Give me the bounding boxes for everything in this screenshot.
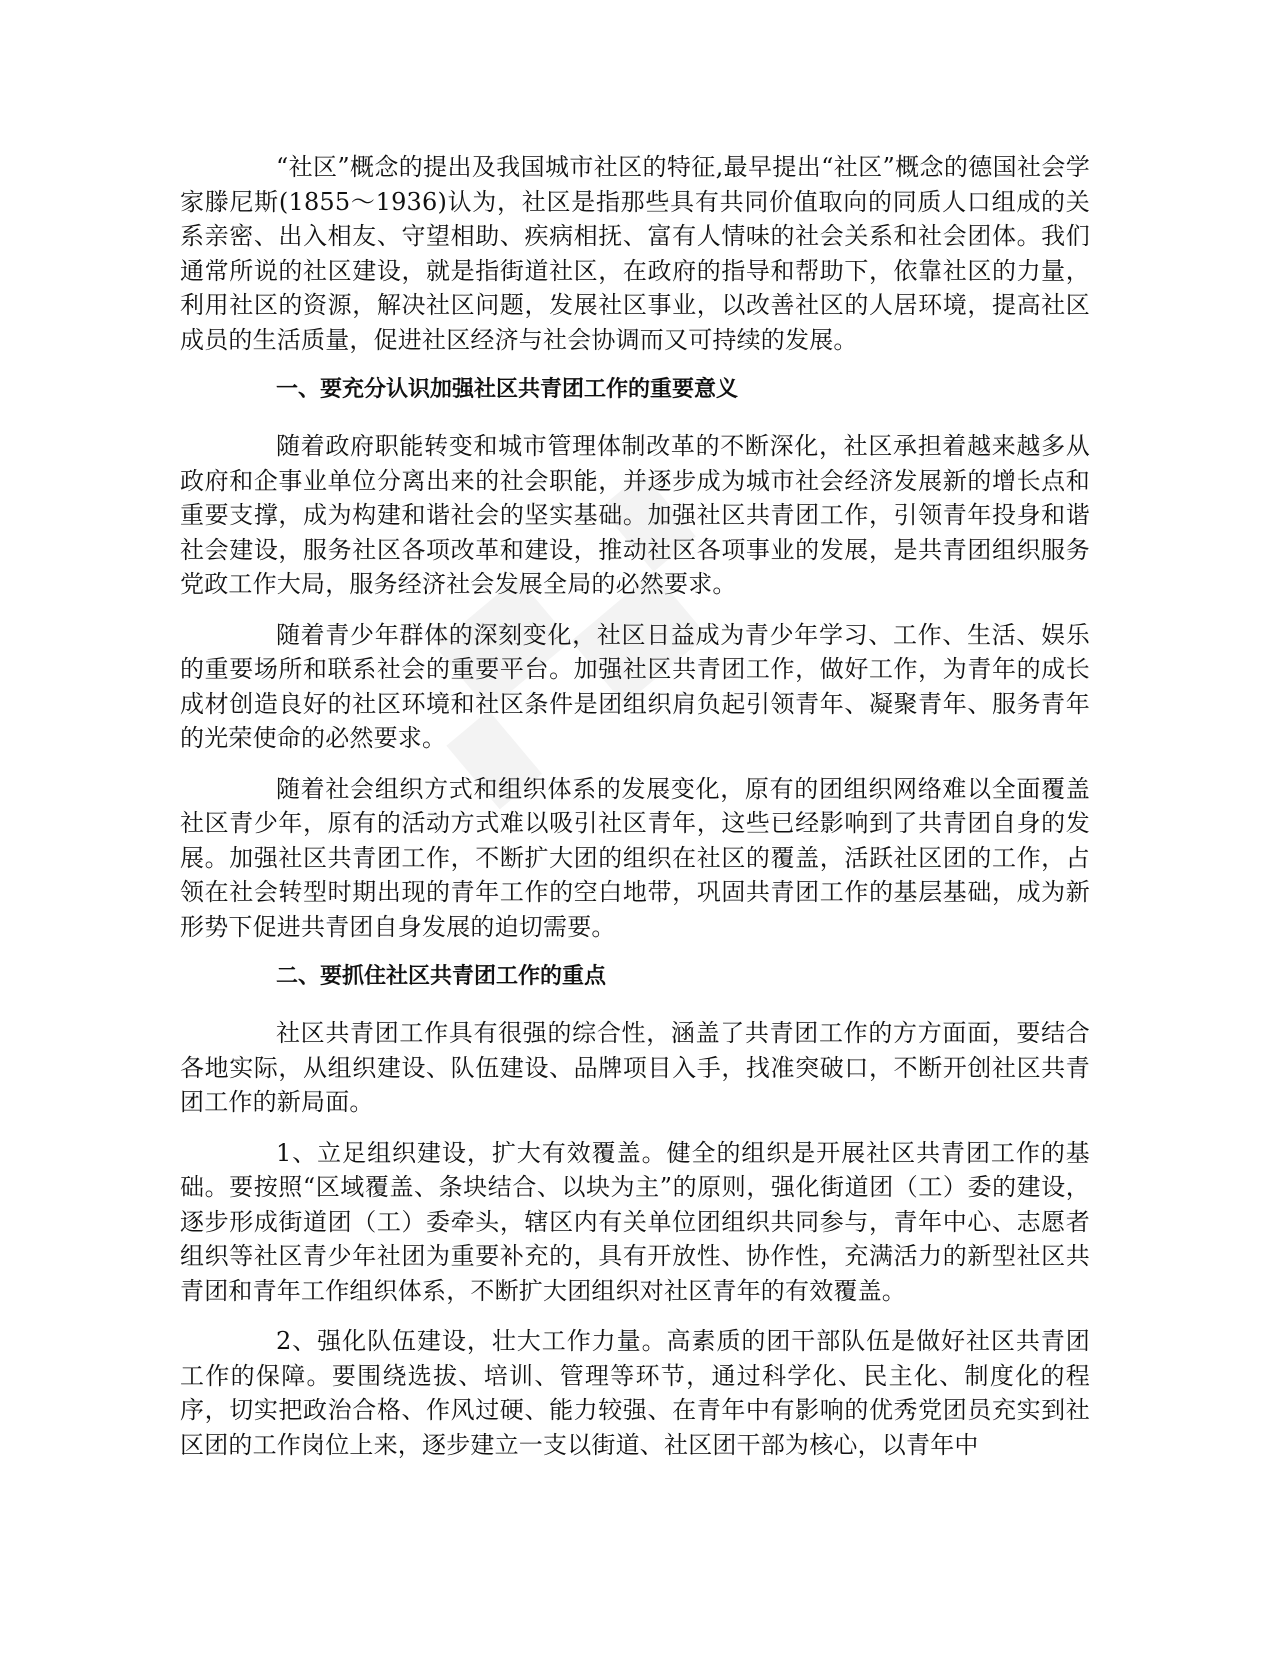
section-2-heading: 二、要抓住社区共青团工作的重点 — [276, 964, 607, 989]
section-1-heading: 一、要充分认识加强社区共青团工作的重要意义 — [276, 377, 739, 402]
section-2-paragraph-2: 1、立足组织建设，扩大有效覆盖。健全的组织是开展社区共青团工作的基础。要按照“区域覆盖、条块结合、以块为主”的原则，强化街道团（工）委的建设，逐步形成街道团（工）委牵头，辖区内有关单位团组织共同参与，青年中心、志愿者组织等社区青少年社团为重要补充的，具有开放性、协作性，充满活力的新型社区共青团和青年工作组织体系，不断扩大团组织对社区青年的有效覆盖。 — [180, 1138, 1090, 1305]
section-1-paragraph-2: 随着青少年群体的深刻变化，社区日益成为青少年学习、工作、生活、娱乐的重要场所和联系社会的重要平台。加强社区共青团工作，做好工作，为青年的成长成材创造良好的社区环境和社区条件是团组织肩负起引领青年、凝聚青年、服务青年的光荣使命的必然要求。 — [180, 620, 1090, 752]
intro-paragraph: “社区”概念的提出及我国城市社区的特征,最早提出“社区”概念的德国社会学家滕尼斯(1855～1936)认为，社区是指那些具有共同价值取向的同质人口组成的关系亲密、出入相友、守望相助、疾病相抚、富有人情味的社会关系和社会团体。我们通常所说的社区建设，就是指街道社区，在政府的指导和帮助下，依靠社区的力量，利用社区的资源，解决社区问题，发展社区事业，以改善社区的人居环境，提高社区成员的生活质量，促进社区经济与社会协调而又可持续的发展。 — [180, 153, 1090, 354]
section-1-paragraph-1: 随着政府职能转变和城市管理体制改革的不断深化，社区承担着越来越多从政府和企事业单位分离出来的社会职能，并逐步成为城市社会经济发展新的增长点和重要支撑，成为构建和谐社会的坚实基础。加强社区共青团工作，引领青年投身和谐社会建设，服务社区各项改革和建设，推动社区各项事业的发展，是共青团组织服务党政工作大局，服务经济社会发展全局的必然要求。 — [180, 432, 1090, 598]
section-2-paragraph-1: 社区共青团工作具有很强的综合性，涵盖了共青团工作的方方面面，要结合各地实际，从组织建设、队伍建设、品牌项目入手，找准突破口，不断开创社区共青团工作的新局面。 — [180, 1019, 1090, 1116]
section-1-paragraph-3: 随着社会组织方式和组织体系的发展变化，原有的团组织网络难以全面覆盖社区青少年，原有的活动方式难以吸引社区青年，这些已经影响到了共青团自身的发展。加强社区共青团工作，不断扩大团的组织在社区的覆盖，活跃社区团的工作，占领在社会转型时期出现的青年工作的空白地带，巩固共青团工作的基层基础，成为新形势下促进共青团自身发展的迫切需要。 — [180, 774, 1090, 941]
section-2-paragraph-3: 2、强化队伍建设，壮大工作力量。高素质的团干部队伍是做好社区共青团工作的保障。要围绕选拔、培训、管理等环节，通过科学化、民主化、制度化的程序，切实把政治合格、作风过硬、能力较强、在青年中有影响的优秀党团员充实到社区团的工作岗位上来，逐步建立一支以街道、社区团干部为核心，以青年中 — [180, 1327, 1090, 1459]
document-body — [180, 150, 1090, 1478]
